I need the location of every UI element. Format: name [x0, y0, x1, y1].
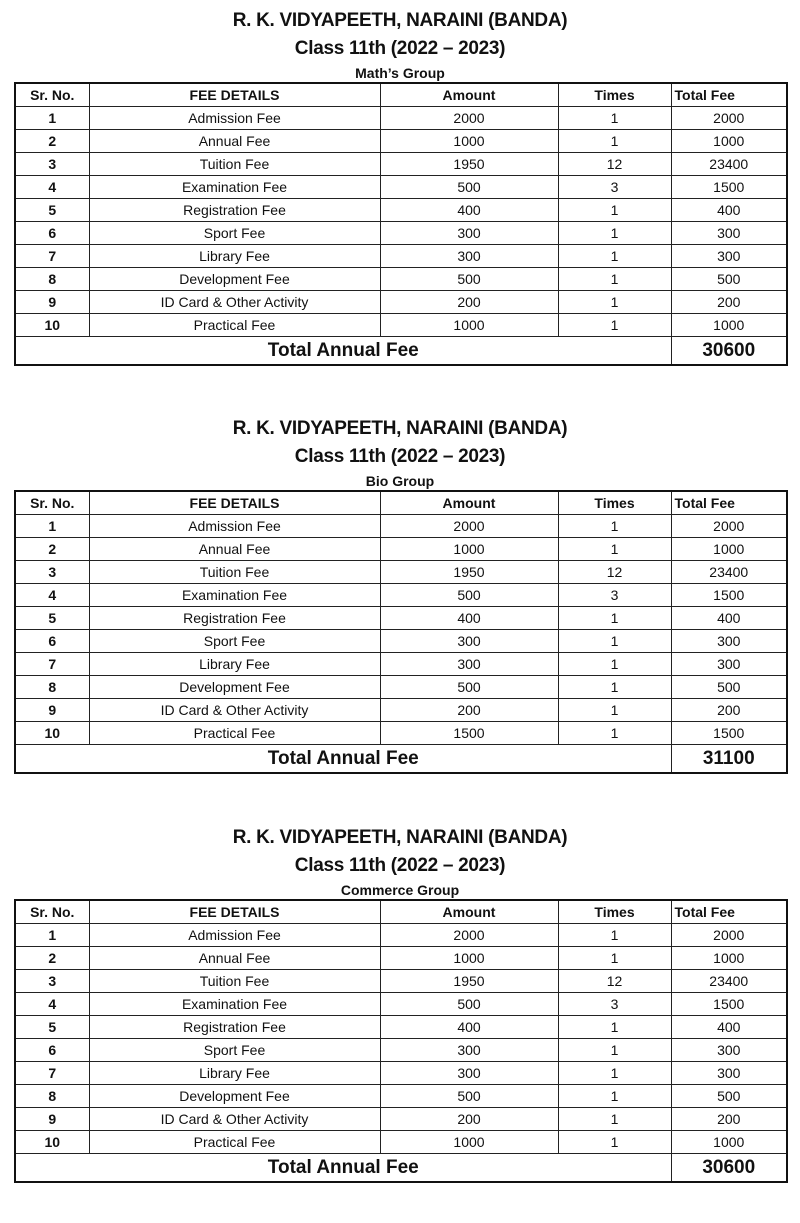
- total-fee-cell: 1000: [671, 314, 787, 337]
- total-fee-cell: 200: [671, 1108, 787, 1131]
- group-title: Math’s Group: [355, 65, 445, 81]
- fee-detail-cell: Examination Fee: [89, 993, 380, 1016]
- table-row: [15, 176, 787, 199]
- total-fee-cell: 1000: [671, 130, 787, 153]
- sr-no-cell: 4: [15, 584, 89, 607]
- amount-cell: 500: [380, 1085, 558, 1108]
- amount-cell: 1000: [380, 314, 558, 337]
- amount-cell: 500: [380, 268, 558, 291]
- amount-cell: 1000: [380, 538, 558, 561]
- times-cell: 1: [558, 314, 671, 337]
- group-title: Bio Group: [365, 473, 435, 489]
- total-fee-cell: 300: [671, 1039, 787, 1062]
- times-cell: 1: [558, 1039, 671, 1062]
- total-fee-cell: 23400: [671, 153, 787, 176]
- total-row: [15, 745, 787, 774]
- fee-detail-cell: Annual Fee: [89, 130, 380, 153]
- table-row: [15, 1131, 787, 1154]
- table-row: [15, 538, 787, 561]
- times-cell: 1: [558, 947, 671, 970]
- times-cell: 1: [558, 630, 671, 653]
- table-row: [15, 722, 787, 745]
- sr-no-cell: 6: [15, 1039, 89, 1062]
- col-header-amount: Amount: [380, 491, 558, 515]
- sr-no-cell: 10: [15, 722, 89, 745]
- table-row: [15, 291, 787, 314]
- fee-detail-cell: Admission Fee: [89, 107, 380, 130]
- times-cell: 1: [558, 1108, 671, 1131]
- school-title: R. K. VIDYAPEETH, NARAINI (BANDA): [232, 10, 568, 31]
- sr-no-cell: 3: [15, 970, 89, 993]
- amount-cell: 200: [380, 699, 558, 722]
- amount-cell: 1000: [380, 947, 558, 970]
- school-title: R. K. VIDYAPEETH, NARAINI (BANDA): [232, 827, 568, 848]
- fee-table: [14, 82, 788, 366]
- total-fee-cell: 23400: [671, 561, 787, 584]
- table-row: [15, 515, 787, 538]
- times-cell: 1: [558, 268, 671, 291]
- table-row: [15, 1039, 787, 1062]
- sr-no-cell: 7: [15, 245, 89, 268]
- table-row: [15, 314, 787, 337]
- total-fee-cell: 2000: [671, 107, 787, 130]
- total-fee-cell: 1000: [671, 1131, 787, 1154]
- total-fee-cell: 2000: [671, 924, 787, 947]
- times-cell: 3: [558, 584, 671, 607]
- total-fee-cell: 300: [671, 653, 787, 676]
- fee-detail-cell: Development Fee: [89, 676, 380, 699]
- times-cell: 3: [558, 993, 671, 1016]
- col-header-sr-no: Sr. No.: [15, 900, 89, 924]
- table-row: [15, 993, 787, 1016]
- times-cell: 1: [558, 515, 671, 538]
- sr-no-cell: 6: [15, 222, 89, 245]
- col-header-times: Times: [558, 491, 671, 515]
- total-label: Total Annual Fee: [15, 745, 671, 774]
- table-row: [15, 268, 787, 291]
- total-fee-cell: 500: [671, 268, 787, 291]
- sr-no-cell: 1: [15, 515, 89, 538]
- total-fee-cell: 400: [671, 199, 787, 222]
- total-fee-cell: 1000: [671, 538, 787, 561]
- table-row: [15, 153, 787, 176]
- total-fee-cell: 500: [671, 1085, 787, 1108]
- table-row: [15, 1062, 787, 1085]
- table-row: [15, 130, 787, 153]
- amount-cell: 2000: [380, 924, 558, 947]
- fee-detail-cell: Examination Fee: [89, 176, 380, 199]
- col-header-amount: Amount: [380, 83, 558, 107]
- total-label: Total Annual Fee: [15, 1154, 671, 1183]
- sr-no-cell: 8: [15, 268, 89, 291]
- total-fee-cell: 200: [671, 291, 787, 314]
- amount-cell: 2000: [380, 515, 558, 538]
- sr-no-cell: 3: [15, 561, 89, 584]
- fee-detail-cell: Practical Fee: [89, 1131, 380, 1154]
- table-row: [15, 222, 787, 245]
- fee-detail-cell: ID Card & Other Activity: [89, 1108, 380, 1131]
- fee-detail-cell: ID Card & Other Activity: [89, 291, 380, 314]
- fee-detail-cell: Library Fee: [89, 653, 380, 676]
- fee-detail-cell: Registration Fee: [89, 199, 380, 222]
- fee-detail-cell: Admission Fee: [89, 924, 380, 947]
- header-row: [15, 83, 787, 107]
- total-fee-cell: 1000: [671, 947, 787, 970]
- col-header-fee-details: FEE DETAILS: [89, 900, 380, 924]
- amount-cell: 500: [380, 584, 558, 607]
- fee-detail-cell: Examination Fee: [89, 584, 380, 607]
- table-row: [15, 1016, 787, 1039]
- table-row: [15, 199, 787, 222]
- table-row: [15, 924, 787, 947]
- times-cell: 3: [558, 176, 671, 199]
- amount-cell: 1500: [380, 722, 558, 745]
- total-fee-cell: 1500: [671, 176, 787, 199]
- total-annual-fee-value: 31100: [671, 745, 787, 774]
- sr-no-cell: 4: [15, 176, 89, 199]
- sr-no-cell: 5: [15, 1016, 89, 1039]
- sr-no-cell: 9: [15, 291, 89, 314]
- header-row: [15, 900, 787, 924]
- total-row: [15, 337, 787, 366]
- class-title: Class 11th (2022 – 2023): [294, 446, 506, 467]
- total-fee-cell: 400: [671, 607, 787, 630]
- fee-detail-cell: Tuition Fee: [89, 561, 380, 584]
- col-header-total-fee: Total Fee: [671, 900, 787, 924]
- amount-cell: 400: [380, 607, 558, 630]
- amount-cell: 300: [380, 630, 558, 653]
- class-title: Class 11th (2022 – 2023): [294, 38, 506, 59]
- table-row: [15, 630, 787, 653]
- fee-detail-cell: Sport Fee: [89, 1039, 380, 1062]
- sr-no-cell: 1: [15, 107, 89, 130]
- total-fee-cell: 500: [671, 676, 787, 699]
- sr-no-cell: 7: [15, 1062, 89, 1085]
- total-fee-cell: 300: [671, 630, 787, 653]
- sr-no-cell: 10: [15, 314, 89, 337]
- fee-detail-cell: Tuition Fee: [89, 153, 380, 176]
- times-cell: 12: [558, 561, 671, 584]
- sr-no-cell: 1: [15, 924, 89, 947]
- col-header-fee-details: FEE DETAILS: [89, 83, 380, 107]
- total-annual-fee-value: 30600: [671, 1154, 787, 1183]
- table-row: [15, 970, 787, 993]
- amount-cell: 1950: [380, 970, 558, 993]
- table-row: [15, 947, 787, 970]
- fee-detail-cell: Development Fee: [89, 1085, 380, 1108]
- times-cell: 1: [558, 607, 671, 630]
- fee-section: [0, 408, 800, 774]
- total-fee-cell: 1500: [671, 584, 787, 607]
- fee-detail-cell: Practical Fee: [89, 722, 380, 745]
- amount-cell: 300: [380, 245, 558, 268]
- amount-cell: 300: [380, 1039, 558, 1062]
- col-header-fee-details: FEE DETAILS: [89, 491, 380, 515]
- sr-no-cell: 4: [15, 993, 89, 1016]
- total-fee-cell: 400: [671, 1016, 787, 1039]
- header-row: [15, 491, 787, 515]
- times-cell: 1: [558, 676, 671, 699]
- amount-cell: 500: [380, 993, 558, 1016]
- total-fee-cell: 2000: [671, 515, 787, 538]
- sr-no-cell: 2: [15, 947, 89, 970]
- fee-detail-cell: ID Card & Other Activity: [89, 699, 380, 722]
- times-cell: 1: [558, 1085, 671, 1108]
- sr-no-cell: 8: [15, 676, 89, 699]
- amount-cell: 200: [380, 1108, 558, 1131]
- times-cell: 1: [558, 199, 671, 222]
- times-cell: 1: [558, 245, 671, 268]
- table-row: [15, 607, 787, 630]
- fee-table: [14, 899, 788, 1183]
- times-cell: 1: [558, 538, 671, 561]
- table-row: [15, 699, 787, 722]
- table-row: [15, 653, 787, 676]
- fee-detail-cell: Admission Fee: [89, 515, 380, 538]
- fee-detail-cell: Annual Fee: [89, 947, 380, 970]
- table-row: [15, 676, 787, 699]
- fee-detail-cell: Sport Fee: [89, 630, 380, 653]
- sr-no-cell: 2: [15, 538, 89, 561]
- amount-cell: 200: [380, 291, 558, 314]
- times-cell: 1: [558, 291, 671, 314]
- col-header-times: Times: [558, 83, 671, 107]
- times-cell: 1: [558, 130, 671, 153]
- total-label: Total Annual Fee: [15, 337, 671, 366]
- amount-cell: 1000: [380, 1131, 558, 1154]
- total-row: [15, 1154, 787, 1183]
- school-title: R. K. VIDYAPEETH, NARAINI (BANDA): [232, 418, 568, 439]
- table-row: [15, 584, 787, 607]
- col-header-sr-no: Sr. No.: [15, 491, 89, 515]
- group-title: Commerce Group: [340, 882, 460, 898]
- amount-cell: 400: [380, 1016, 558, 1039]
- total-fee-cell: 300: [671, 245, 787, 268]
- times-cell: 12: [558, 970, 671, 993]
- col-header-sr-no: Sr. No.: [15, 83, 89, 107]
- times-cell: 1: [558, 1062, 671, 1085]
- fee-detail-cell: Sport Fee: [89, 222, 380, 245]
- fee-section: [0, 0, 800, 366]
- fee-detail-cell: Library Fee: [89, 1062, 380, 1085]
- fee-table: [14, 490, 788, 774]
- sr-no-cell: 3: [15, 153, 89, 176]
- sr-no-cell: 5: [15, 607, 89, 630]
- sr-no-cell: 7: [15, 653, 89, 676]
- times-cell: 1: [558, 1016, 671, 1039]
- sr-no-cell: 6: [15, 630, 89, 653]
- sr-no-cell: 5: [15, 199, 89, 222]
- col-header-amount: Amount: [380, 900, 558, 924]
- fee-detail-cell: Practical Fee: [89, 314, 380, 337]
- table-row: [15, 1085, 787, 1108]
- amount-cell: 2000: [380, 107, 558, 130]
- sr-no-cell: 9: [15, 699, 89, 722]
- times-cell: 1: [558, 222, 671, 245]
- fee-detail-cell: Annual Fee: [89, 538, 380, 561]
- amount-cell: 1000: [380, 130, 558, 153]
- col-header-times: Times: [558, 900, 671, 924]
- fee-detail-cell: Development Fee: [89, 268, 380, 291]
- total-annual-fee-value: 30600: [671, 337, 787, 366]
- times-cell: 1: [558, 924, 671, 947]
- table-row: [15, 245, 787, 268]
- amount-cell: 500: [380, 176, 558, 199]
- amount-cell: 300: [380, 1062, 558, 1085]
- sr-no-cell: 2: [15, 130, 89, 153]
- fee-detail-cell: Registration Fee: [89, 607, 380, 630]
- times-cell: 1: [558, 722, 671, 745]
- total-fee-cell: 300: [671, 1062, 787, 1085]
- sr-no-cell: 8: [15, 1085, 89, 1108]
- sr-no-cell: 9: [15, 1108, 89, 1131]
- amount-cell: 400: [380, 199, 558, 222]
- fee-detail-cell: Registration Fee: [89, 1016, 380, 1039]
- fee-detail-cell: Tuition Fee: [89, 970, 380, 993]
- total-fee-cell: 1500: [671, 993, 787, 1016]
- table-row: [15, 107, 787, 130]
- amount-cell: 1950: [380, 561, 558, 584]
- times-cell: 1: [558, 1131, 671, 1154]
- amount-cell: 300: [380, 653, 558, 676]
- times-cell: 12: [558, 153, 671, 176]
- total-fee-cell: 1500: [671, 722, 787, 745]
- amount-cell: 500: [380, 676, 558, 699]
- class-title: Class 11th (2022 – 2023): [294, 855, 506, 876]
- times-cell: 1: [558, 699, 671, 722]
- col-header-total-fee: Total Fee: [671, 83, 787, 107]
- fee-detail-cell: Library Fee: [89, 245, 380, 268]
- times-cell: 1: [558, 653, 671, 676]
- sr-no-cell: 10: [15, 1131, 89, 1154]
- total-fee-cell: 23400: [671, 970, 787, 993]
- table-row: [15, 561, 787, 584]
- col-header-total-fee: Total Fee: [671, 491, 787, 515]
- amount-cell: 1950: [380, 153, 558, 176]
- fee-section: [0, 817, 800, 1183]
- total-fee-cell: 200: [671, 699, 787, 722]
- total-fee-cell: 300: [671, 222, 787, 245]
- amount-cell: 300: [380, 222, 558, 245]
- table-row: [15, 1108, 787, 1131]
- times-cell: 1: [558, 107, 671, 130]
